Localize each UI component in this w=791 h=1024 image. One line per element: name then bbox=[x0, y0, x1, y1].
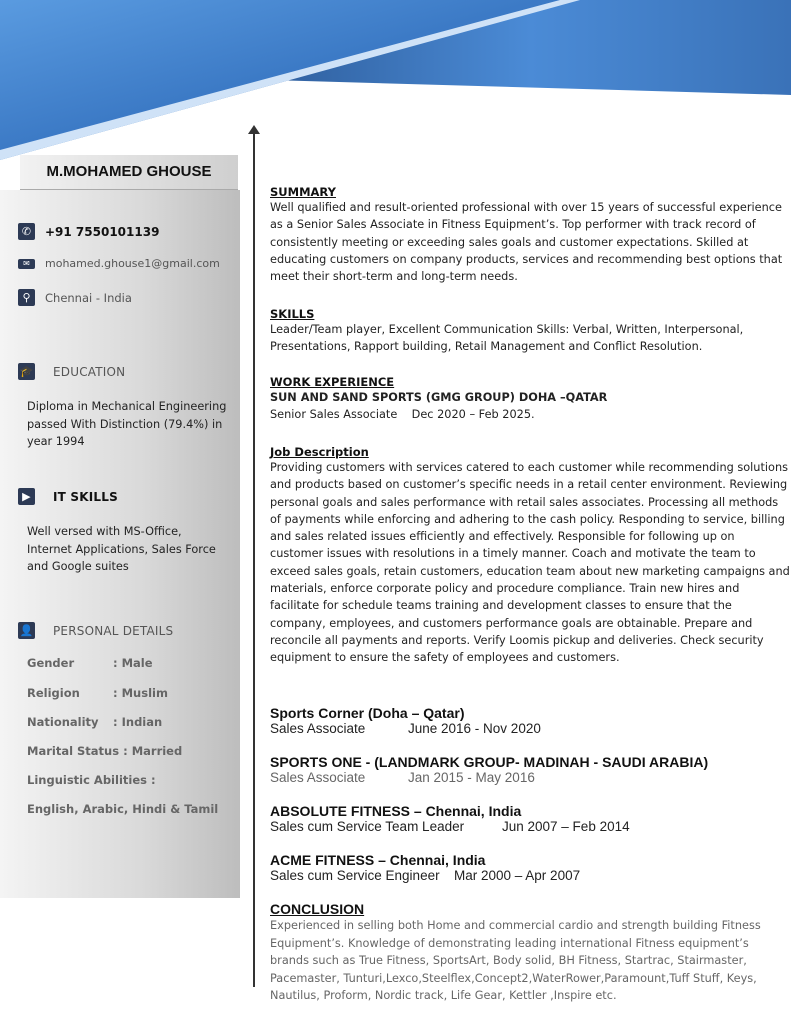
job-entry bbox=[270, 852, 785, 883]
skills-text: Leader/Team player, Excellent Communication Skills: Verbal, Written, Interpersonal, Presentations, Rapport building, Retail Management and Conflict Resolution. bbox=[270, 323, 744, 354]
job-role-line: Sales cum Service Team Leader Jun 2007 – Feb 2014 bbox=[270, 819, 630, 834]
person-icon: 👤 bbox=[19, 624, 34, 637]
conclusion-section bbox=[270, 901, 785, 1005]
job-entry bbox=[270, 803, 785, 834]
job-company: SPORTS ONE - (LANDMARK GROUP- MADINAH - SAUDI ARABIA) bbox=[270, 754, 709, 770]
location-text: Chennai - India bbox=[45, 290, 132, 305]
nationality-row: Nationality : Indian bbox=[27, 715, 163, 729]
email-row bbox=[18, 257, 220, 270]
job-description-section bbox=[270, 445, 790, 667]
it-skills-text: Well versed with MS-Office, Internet Applications, Sales Force and Google suites bbox=[27, 525, 216, 573]
linguistic-label: Linguistic Abilities : bbox=[27, 773, 156, 787]
job-role-line: Sales Associate Jan 2015 - May 2016 bbox=[270, 770, 535, 785]
work-company: SUN AND SAND SPORTS (GMG GROUP) DOHA –QATAR bbox=[270, 391, 608, 404]
religion-row: Religion : Muslim bbox=[27, 686, 168, 700]
summary-heading: SUMMARY bbox=[270, 185, 336, 199]
personal-details-heading: 👤 PERSONAL DETAILS bbox=[19, 623, 174, 638]
marital-status-row: Marital Status : Married bbox=[27, 744, 183, 758]
job-entry bbox=[270, 705, 785, 736]
envelope-icon: ✉ bbox=[18, 259, 35, 269]
job-role-line: Sales cum Service Engineer Mar 2000 – Apr 2007 bbox=[270, 868, 581, 883]
education-text: Diploma in Mechanical Engineering passed With Distinction (79.4%) in year 1994 bbox=[27, 400, 227, 448]
play-arrow-icon: ▶ bbox=[18, 488, 35, 505]
job-entry bbox=[270, 754, 785, 785]
gender-row: Gender : Male bbox=[27, 656, 153, 670]
job-company: ACME FITNESS – Chennai, India bbox=[270, 852, 486, 868]
phone-row bbox=[18, 223, 159, 240]
timeline-line bbox=[253, 132, 255, 987]
graduation-cap-icon: 🎓 bbox=[19, 365, 34, 378]
job-company: Sports Corner (Doha – Qatar) bbox=[270, 705, 465, 721]
conclusion-text: Experienced in selling both Home and commercial cardio and strength building Fitness Equipment’s. Knowledge of demonstrating leading international Fitness equipment’s brands such as True Fitness, SportsArt, Body solid, BH Fitness, Startrac, Stairmaster, Pacemaster, Tunturi,Lexco,Steelflex,Concept2,WaterRower,Paramount,Tuff Stuff, Keys, Nautilus, Proform, Nordic track, Life Gear, Kettler ,Inspire etc. bbox=[270, 919, 761, 1002]
candidate-name: M.MOHAMED GHOUSE bbox=[20, 155, 238, 190]
work-experience-heading: WORK EXPERIENCE bbox=[270, 375, 395, 389]
work-role: Senior Sales Associate Dec 2020 – Feb 2025. bbox=[270, 408, 535, 422]
job-description-text: Providing customers with services catered to each customer while recommending solutions and products based on customer’s specific needs in a retail center environment. Reviewing personal goals and sales performance with retail sales associates. Processing all methods of payments while enforcing and adhering to the cash policy. Responding to service, billing and sales related issues efficiently and effectively. Responsible for following up on customer issues with resolutions in a timely manner. Coach and motivate the team to exceed sales goals, retain customers, education team about new marketing campaigns and materials, enforce corporate policy and procedure compliance. Train new hires and facilitate for schedule teams training and development classes to ensure that the company, employees, and customers performance goals are obtainable. Prepare and reconcile all payments and reports. Verify Loomis pickup and deliveries. Check security equipment to ensure the safety of employees and customers. bbox=[270, 461, 790, 665]
job-company: ABSOLUTE FITNESS – Chennai, India bbox=[270, 803, 522, 819]
header-banner bbox=[0, 0, 791, 170]
email-address[interactable]: mohamed.ghouse1@gmail.com bbox=[45, 257, 220, 270]
location-row bbox=[18, 289, 132, 306]
phone-icon: ✆ bbox=[18, 223, 35, 240]
summary-section bbox=[270, 185, 785, 285]
languages-text: English, Arabic, Hindi & Tamil bbox=[27, 802, 219, 816]
summary-text: Well qualified and result-oriented professional with over 15 years of successful experience as a Senior Sales Associate in Fitness Equipment’s. Top performer with track record of consistently meeting or exceeding sales goals and customer expectations. Skilled at educating customers on company products, services and recommending best options that meet their short-term and long-term needs. bbox=[270, 201, 783, 284]
skills-section bbox=[270, 307, 785, 356]
location-pin-icon: ⚲ bbox=[18, 289, 35, 306]
it-skills-heading: ▶ IT SKILLS bbox=[18, 488, 118, 505]
work-experience-section bbox=[270, 375, 785, 424]
phone-number: +91 7550101139 bbox=[45, 224, 160, 239]
education-heading: 🎓 EDUCATION bbox=[19, 364, 126, 379]
conclusion-heading: CONCLUSION bbox=[270, 901, 365, 917]
job-description-heading: Job Description bbox=[270, 445, 369, 459]
job-role-line: Sales Associate June 2016 - Nov 2020 bbox=[270, 721, 541, 736]
skills-heading: SKILLS bbox=[270, 307, 315, 321]
